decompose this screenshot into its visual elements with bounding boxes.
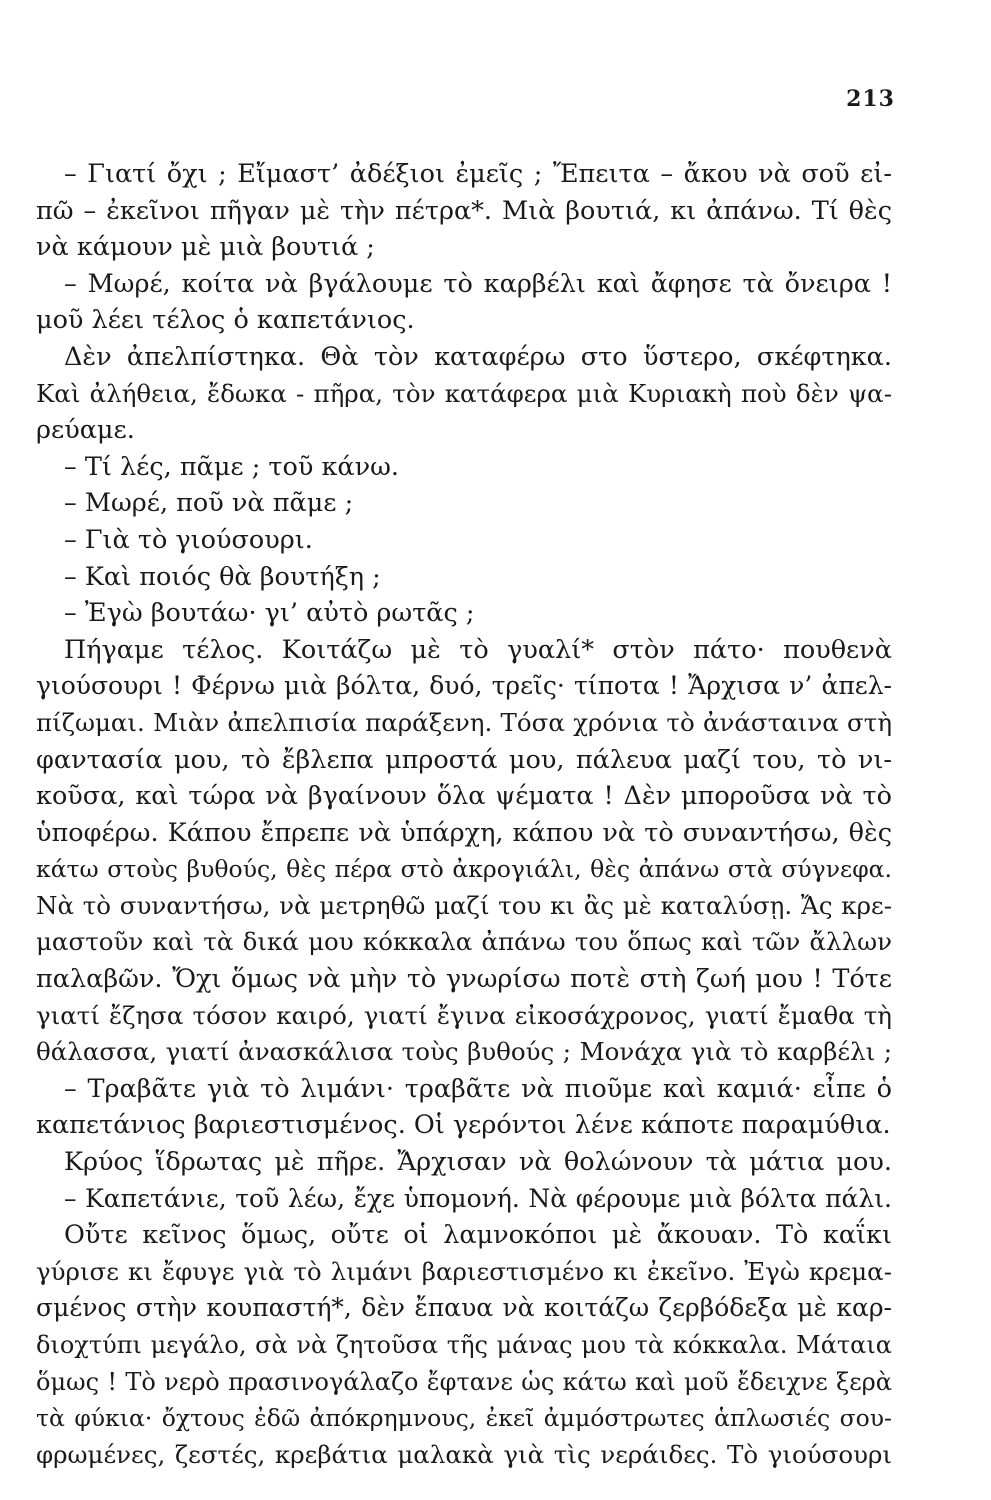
text-line: – Τί λές, πᾶμε ; τοῦ κάνω. bbox=[64, 451, 400, 482]
text-line: φρωμένες, ζεστές, κρεβάτια μαλακὰ γιὰ τὶς νεράιδες. Τὸ γιούσουρι bbox=[36, 1439, 892, 1469]
text-line: διοχτύπι μεγάλο, σὰ νὰ ζητοῦσα τῆς μάνας μου τὰ κόκκαλα. Μάταια bbox=[36, 1331, 892, 1359]
text-line: μαστοῦν καὶ τὰ δικά μου κόκκαλα ἀπάνω του ὅπως καὶ τῶν ἄλλων bbox=[36, 927, 892, 957]
text-line: θάλασσα, γιατί ἀνασκάλισα τοὺς βυθούς ; Μονάχα γιὰ τὸ καρβέλι ; bbox=[36, 1037, 892, 1067]
text-line: – Γιὰ τὸ γιούσουρι. bbox=[64, 524, 313, 555]
text-line: Οὔτε κεῖνος ὅμως, οὔτε οἱ λαμνοκόποι μὲ ἄκουαν. Τὸ καΐκι bbox=[64, 1220, 892, 1251]
text-line: κοῦσα, καὶ τώρα νὰ βγαίνουν ὅλα ψέματα ! Δὲν μποροῦσα νὰ τὸ bbox=[36, 781, 892, 812]
text-line: κάτω στοὺς βυθούς, θὲς πέρα στὸ ἀκρογιάλι, θὲς ἀπάνω στὰ σύγνεφα. bbox=[36, 855, 892, 884]
text-line: γιούσουρι ! Φέρνω μιὰ βόλτα, δυό, τρεῖς· τίποτα ! Ἄρχισα ν’ ἀπελ- bbox=[36, 671, 892, 701]
body-text bbox=[36, 156, 892, 1473]
text-line: Πήγαμε τέλος. Κοιτάζω μὲ τὸ γυαλί* στὸν πάτο· πουθενὰ bbox=[64, 634, 892, 665]
text-line: – Καπετάνιε, τοῦ λέω, ἔχε ὑπομονή. Νὰ φέρουμε μιὰ βόλτα πάλι. bbox=[64, 1183, 892, 1213]
text-line: νὰ κάμουν μὲ μιὰ βουτιά ; bbox=[36, 232, 375, 263]
text-line: φαντασία μου, τὸ ἔβλεπα μπροστά μου, πάλευα μαζί του, τὸ νι- bbox=[36, 744, 892, 775]
text-line: παλαβῶν. Ὄχι ὅμως νὰ μὴν τὸ γνωρίσω ποτὲ στὴ ζωή μου ! Τότε bbox=[36, 964, 892, 995]
text-line: καπετάνιος βαριεστισμένος. Οἱ γερόντοι λένε κάποτε παραμύθια. bbox=[36, 1110, 891, 1141]
text-line: – Μωρέ, ποῦ νὰ πᾶμε ; bbox=[64, 488, 354, 519]
text-line: ρεύαμε. bbox=[36, 415, 135, 446]
page-number: 213 bbox=[846, 86, 895, 112]
text-line: ὑποφέρω. Κάπου ἔπρεπε νὰ ὑπάρχη, κάπου νὰ τὸ συναντήσω, θὲς bbox=[36, 817, 892, 848]
text-line: Νὰ τὸ συναντήσω, νὰ μετρηθῶ μαζί του κι ἂς μὲ καταλύσῃ. Ἄς κρε- bbox=[36, 890, 892, 920]
text-line: Δὲν ἀπελπίστηκα. Θὰ τὸν καταφέρω στο ὕστερο, σκέφτηκα. bbox=[64, 341, 892, 372]
text-line: πίζωμαι. Μιὰν ἀπελπισία παράξενη. Τόσα χρόνια τὸ ἀνάσταινα στὴ bbox=[36, 707, 892, 737]
text-line: – Μωρέ, κοίτα νὰ βγάλουμε τὸ καρβέλι καὶ ἄφησε τὰ ὄνειρα ! bbox=[64, 268, 892, 299]
text-line: πῶ – ἐκεῖνοι πῆγαν μὲ τὴν πέτρα*. Μιὰ βουτιά, κι ἀπάνω. Τί θὲς bbox=[36, 195, 892, 226]
text-line: ὅμως ! Τὸ νερὸ πρασινογάλαζο ἔφτανε ὡς κάτω καὶ μοῦ ἔδειχνε ξερὰ bbox=[36, 1367, 892, 1396]
text-line: Καὶ ἀλήθεια, ἔδωκα - πῆρα, τὸν κατάφερα μιὰ Κυριακὴ ποὺ δὲν ψα- bbox=[36, 378, 892, 408]
text-line: γιατί ἔζησα τόσον καιρό, γιατί ἔγινα εἰκοσάχρονος, γιατί ἔμαθα τὴ bbox=[36, 1000, 892, 1030]
text-line: γύρισε κι ἔφυγε γιὰ τὸ λιμάνι βαριεστισμένο κι ἐκεῖνο. Ἐγὼ κρεμα- bbox=[36, 1256, 892, 1286]
text-line: σμένος στὴν κουπαστή*, δὲν ἔπαυα νὰ κοιτάζω ζερβόδεξα μὲ καρ- bbox=[36, 1293, 892, 1323]
text-line: – Γιατί ὄχι ; Εἴμαστ’ ἀδέξιοι ἐμεῖς ; Ἔπειτα – ἄκου νὰ σοῦ εἰ- bbox=[64, 159, 892, 189]
text-line: Κρύος ἵδρωτας μὲ πῆρε. Ἄρχισαν νὰ θολώνουν τὰ μάτια μου. bbox=[64, 1147, 892, 1178]
text-line: – Καὶ ποιός θὰ βουτήξη ; bbox=[64, 561, 381, 592]
text-line: – Τραβᾶτε γιὰ τὸ λιμάνι· τραβᾶτε νὰ πιοῦμε καὶ καμιά· εἶπε ὁ bbox=[64, 1073, 892, 1104]
text-line: – Ἐγὼ βουτάω· γι’ αὐτὸ ρωτᾶς ; bbox=[64, 598, 475, 629]
text-line: μοῦ λέει τέλος ὁ καπετάνιος. bbox=[36, 305, 415, 336]
text-line: τὰ φύκια· ὄχτους ἐδῶ ἀπόκρημνους, ἐκεῖ ἀμμόστρωτες ἁπλωσιές σου- bbox=[36, 1404, 892, 1433]
